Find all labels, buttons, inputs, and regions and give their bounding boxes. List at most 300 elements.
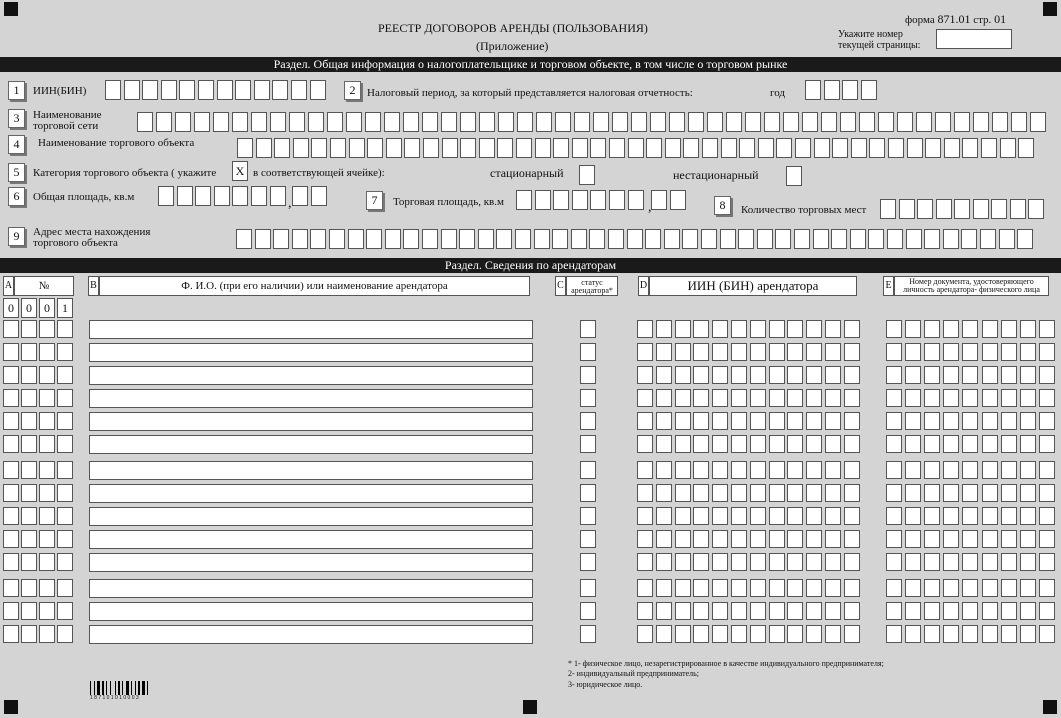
year-cell-3[interactable]: [842, 80, 858, 100]
tenant-doc-cell[interactable]: [886, 579, 902, 597]
row-number-cell[interactable]: [21, 343, 37, 361]
tenant-status-cell[interactable]: [580, 507, 596, 525]
tenant-iin-cell[interactable]: [825, 320, 841, 338]
tenant-name-field[interactable]: [89, 389, 533, 408]
tenant-iin-cell[interactable]: [712, 625, 728, 643]
tenant-iin-cell[interactable]: [656, 507, 672, 525]
tenant-doc-cell[interactable]: [962, 625, 978, 643]
tenant-iin-cell[interactable]: [675, 461, 691, 479]
tenant-doc-cell[interactable]: [1001, 366, 1017, 384]
object-cell-27[interactable]: [721, 138, 737, 158]
tenant-doc-cell[interactable]: [886, 507, 902, 525]
network-cell-12[interactable]: [346, 112, 362, 132]
tenant-doc-cell[interactable]: [962, 412, 978, 430]
address-cell-38[interactable]: [924, 229, 940, 249]
network-cell-7[interactable]: [251, 112, 267, 132]
object-cell-19[interactable]: [572, 138, 588, 158]
tenant-iin-cell[interactable]: [844, 389, 860, 407]
tenant-doc-cell[interactable]: [886, 389, 902, 407]
tenant-doc-cell[interactable]: [1001, 343, 1017, 361]
row-number-cell[interactable]: [21, 484, 37, 502]
tenant-iin-cell[interactable]: [750, 625, 766, 643]
address-cell-4[interactable]: [292, 229, 308, 249]
tenant-doc-cell[interactable]: [886, 602, 902, 620]
tenant-doc-cell[interactable]: [905, 389, 921, 407]
tenant-doc-cell[interactable]: [1039, 320, 1055, 338]
tenant-iin-cell[interactable]: [750, 435, 766, 453]
tenant-doc-cell[interactable]: [1001, 461, 1017, 479]
tenant-iin-cell[interactable]: [844, 484, 860, 502]
tenant-iin-cell[interactable]: [693, 625, 709, 643]
tenant-doc-cell[interactable]: [905, 553, 921, 571]
iin-cell-9[interactable]: [254, 80, 270, 100]
address-cell-10[interactable]: [403, 229, 419, 249]
network-cell-43[interactable]: [935, 112, 951, 132]
tenant-iin-cell[interactable]: [750, 389, 766, 407]
address-cell-34[interactable]: [850, 229, 866, 249]
network-cell-30[interactable]: [688, 112, 704, 132]
row-number-cell[interactable]: [39, 625, 55, 643]
row-number-cell[interactable]: [3, 602, 19, 620]
tenant-name-field[interactable]: [89, 579, 533, 598]
network-cell-35[interactable]: [783, 112, 799, 132]
tenant-iin-cell[interactable]: [787, 366, 803, 384]
address-cell-29[interactable]: [757, 229, 773, 249]
tenant-iin-cell[interactable]: [769, 343, 785, 361]
tenant-doc-cell[interactable]: [1039, 579, 1055, 597]
network-cell-41[interactable]: [897, 112, 913, 132]
address-cell-32[interactable]: [813, 229, 829, 249]
places-cell-8[interactable]: [1010, 199, 1026, 219]
tenant-iin-cell[interactable]: [750, 507, 766, 525]
row-number-cell[interactable]: [57, 507, 73, 525]
tenant-iin-cell[interactable]: [675, 412, 691, 430]
network-cell-19[interactable]: [479, 112, 495, 132]
total-area-cell-1[interactable]: [158, 186, 174, 206]
address-cell-8[interactable]: [366, 229, 382, 249]
tenant-status-cell[interactable]: [580, 530, 596, 548]
object-cell-37[interactable]: [907, 138, 923, 158]
total-area-cell-4[interactable]: [214, 186, 230, 206]
tenant-doc-cell[interactable]: [962, 602, 978, 620]
row-number-cell[interactable]: [39, 320, 55, 338]
tenant-iin-cell[interactable]: [806, 579, 822, 597]
tenant-iin-cell[interactable]: [769, 507, 785, 525]
network-cell-31[interactable]: [707, 112, 723, 132]
tenant-iin-cell[interactable]: [712, 484, 728, 502]
row-number-cell[interactable]: [39, 507, 55, 525]
tenant-name-field[interactable]: [89, 602, 533, 621]
tenant-doc-cell[interactable]: [1039, 461, 1055, 479]
tenant-iin-cell[interactable]: [750, 484, 766, 502]
tenant-iin-cell[interactable]: [656, 484, 672, 502]
tenant-doc-cell[interactable]: [886, 530, 902, 548]
address-cell-13[interactable]: [459, 229, 475, 249]
tenant-iin-cell[interactable]: [769, 553, 785, 571]
tenant-iin-cell[interactable]: [769, 366, 785, 384]
tenant-doc-cell[interactable]: [1020, 507, 1036, 525]
tenant-iin-cell[interactable]: [731, 343, 747, 361]
tenant-doc-cell[interactable]: [943, 602, 959, 620]
iin-cell-4[interactable]: [161, 80, 177, 100]
tenant-doc-cell[interactable]: [962, 461, 978, 479]
tenant-iin-cell[interactable]: [787, 389, 803, 407]
address-cell-37[interactable]: [906, 229, 922, 249]
tenant-name-field[interactable]: [89, 320, 533, 339]
tenant-name-field[interactable]: [89, 553, 533, 572]
tenant-doc-cell[interactable]: [1020, 461, 1036, 479]
tenant-doc-cell[interactable]: [943, 625, 959, 643]
tenant-doc-cell[interactable]: [943, 553, 959, 571]
network-cell-15[interactable]: [403, 112, 419, 132]
tenant-iin-cell[interactable]: [731, 553, 747, 571]
tenant-iin-cell[interactable]: [769, 625, 785, 643]
trade-area-dec-cell-2[interactable]: [670, 190, 686, 210]
address-cell-43[interactable]: [1017, 229, 1033, 249]
row-number-cell[interactable]: [39, 435, 55, 453]
row-number-cell[interactable]: [39, 553, 55, 571]
tenant-iin-cell[interactable]: [806, 320, 822, 338]
tenant-doc-cell[interactable]: [905, 507, 921, 525]
network-cell-20[interactable]: [498, 112, 514, 132]
tenant-doc-cell[interactable]: [982, 530, 998, 548]
tenant-iin-cell[interactable]: [769, 389, 785, 407]
places-cell-6[interactable]: [973, 199, 989, 219]
tenant-iin-cell[interactable]: [656, 320, 672, 338]
tenant-iin-cell[interactable]: [675, 435, 691, 453]
row-number-cell[interactable]: [39, 366, 55, 384]
tenant-doc-cell[interactable]: [1039, 530, 1055, 548]
tenant-iin-cell[interactable]: [712, 320, 728, 338]
tenant-iin-cell[interactable]: [731, 530, 747, 548]
tenant-doc-cell[interactable]: [1039, 389, 1055, 407]
tenant-iin-cell[interactable]: [787, 461, 803, 479]
tenant-doc-cell[interactable]: [962, 435, 978, 453]
tenant-doc-cell[interactable]: [1001, 435, 1017, 453]
tenant-iin-cell[interactable]: [637, 461, 653, 479]
tenant-iin-cell[interactable]: [731, 389, 747, 407]
tenant-iin-cell[interactable]: [675, 579, 691, 597]
tenant-iin-cell[interactable]: [787, 412, 803, 430]
year-cell-2[interactable]: [824, 80, 840, 100]
network-cell-38[interactable]: [840, 112, 856, 132]
network-cell-33[interactable]: [745, 112, 761, 132]
tenant-iin-cell[interactable]: [825, 461, 841, 479]
address-cell-25[interactable]: [682, 229, 698, 249]
tenant-iin-cell[interactable]: [844, 366, 860, 384]
tenant-iin-cell[interactable]: [750, 461, 766, 479]
tenant-doc-cell[interactable]: [1039, 366, 1055, 384]
object-cell-8[interactable]: [367, 138, 383, 158]
tenant-iin-cell[interactable]: [712, 389, 728, 407]
object-cell-30[interactable]: [776, 138, 792, 158]
tenant-doc-cell[interactable]: [1020, 484, 1036, 502]
tenant-iin-cell[interactable]: [806, 507, 822, 525]
tenant-iin-cell[interactable]: [731, 484, 747, 502]
tenant-iin-cell[interactable]: [844, 625, 860, 643]
tenant-iin-cell[interactable]: [787, 602, 803, 620]
tenant-doc-cell[interactable]: [1020, 625, 1036, 643]
tenant-iin-cell[interactable]: [693, 602, 709, 620]
tenant-doc-cell[interactable]: [924, 412, 940, 430]
tenant-doc-cell[interactable]: [886, 553, 902, 571]
row-number-cell[interactable]: [57, 625, 73, 643]
trade-area-cell-3[interactable]: [553, 190, 569, 210]
tenant-doc-cell[interactable]: [924, 553, 940, 571]
address-cell-7[interactable]: [348, 229, 364, 249]
places-cell-7[interactable]: [991, 199, 1007, 219]
address-cell-14[interactable]: [478, 229, 494, 249]
tenant-iin-cell[interactable]: [806, 625, 822, 643]
tenant-doc-cell[interactable]: [924, 320, 940, 338]
tenant-iin-cell[interactable]: [712, 435, 728, 453]
tenant-iin-cell[interactable]: [675, 625, 691, 643]
tenant-doc-cell[interactable]: [943, 461, 959, 479]
current-page-input[interactable]: [936, 29, 1012, 49]
address-cell-11[interactable]: [422, 229, 438, 249]
tenant-iin-cell[interactable]: [825, 507, 841, 525]
network-cell-42[interactable]: [916, 112, 932, 132]
address-cell-40[interactable]: [961, 229, 977, 249]
trade-area-cell-1[interactable]: [516, 190, 532, 210]
object-cell-4[interactable]: [293, 138, 309, 158]
tenant-iin-cell[interactable]: [787, 553, 803, 571]
object-cell-41[interactable]: [981, 138, 997, 158]
row-number-cell[interactable]: [21, 435, 37, 453]
trade-area-cell-5[interactable]: [590, 190, 606, 210]
object-cell-34[interactable]: [851, 138, 867, 158]
tenant-iin-cell[interactable]: [806, 412, 822, 430]
tenant-iin-cell[interactable]: [637, 579, 653, 597]
row-number-cell[interactable]: [3, 366, 19, 384]
row-number-cell[interactable]: [21, 579, 37, 597]
tenant-doc-cell[interactable]: [886, 435, 902, 453]
tenant-iin-cell[interactable]: [750, 412, 766, 430]
object-cell-39[interactable]: [944, 138, 960, 158]
iin-cell-1[interactable]: [105, 80, 121, 100]
tenant-doc-cell[interactable]: [1020, 579, 1036, 597]
tenant-iin-cell[interactable]: [769, 602, 785, 620]
non-stationary-checkbox[interactable]: [786, 166, 802, 186]
network-cell-16[interactable]: [422, 112, 438, 132]
tenant-iin-cell[interactable]: [675, 553, 691, 571]
tenant-iin-cell[interactable]: [844, 602, 860, 620]
object-cell-26[interactable]: [702, 138, 718, 158]
address-cell-24[interactable]: [664, 229, 680, 249]
tenant-doc-cell[interactable]: [886, 412, 902, 430]
tenant-doc-cell[interactable]: [924, 484, 940, 502]
address-cell-33[interactable]: [831, 229, 847, 249]
network-cell-14[interactable]: [384, 112, 400, 132]
tenant-doc-cell[interactable]: [962, 553, 978, 571]
object-cell-24[interactable]: [665, 138, 681, 158]
object-cell-31[interactable]: [795, 138, 811, 158]
iin-cell-7[interactable]: [217, 80, 233, 100]
network-cell-9[interactable]: [289, 112, 305, 132]
tenant-doc-cell[interactable]: [924, 435, 940, 453]
tenant-iin-cell[interactable]: [637, 320, 653, 338]
tenant-doc-cell[interactable]: [1039, 435, 1055, 453]
network-cell-22[interactable]: [536, 112, 552, 132]
tenant-doc-cell[interactable]: [982, 320, 998, 338]
tenant-status-cell[interactable]: [580, 320, 596, 338]
places-cell-9[interactable]: [1028, 199, 1044, 219]
tenant-doc-cell[interactable]: [1020, 343, 1036, 361]
tenant-iin-cell[interactable]: [731, 579, 747, 597]
total-area-dec-cell-1[interactable]: [292, 186, 308, 206]
tenant-iin-cell[interactable]: [693, 461, 709, 479]
row-number-cell[interactable]: [3, 412, 19, 430]
tenant-doc-cell[interactable]: [982, 343, 998, 361]
tenant-iin-cell[interactable]: [637, 507, 653, 525]
tenant-name-field[interactable]: [89, 461, 533, 480]
tenant-iin-cell[interactable]: [787, 343, 803, 361]
places-cell-4[interactable]: [936, 199, 952, 219]
tenant-iin-cell[interactable]: [806, 389, 822, 407]
tenant-doc-cell[interactable]: [982, 507, 998, 525]
object-cell-13[interactable]: [460, 138, 476, 158]
tenant-iin-cell[interactable]: [693, 389, 709, 407]
tenant-iin-cell[interactable]: [787, 320, 803, 338]
tenant-iin-cell[interactable]: [693, 507, 709, 525]
object-cell-21[interactable]: [609, 138, 625, 158]
tenant-status-cell[interactable]: [580, 461, 596, 479]
tenant-iin-cell[interactable]: [806, 461, 822, 479]
tenant-status-cell[interactable]: [580, 625, 596, 643]
tenant-doc-cell[interactable]: [1001, 507, 1017, 525]
tenant-doc-cell[interactable]: [886, 461, 902, 479]
tenant-iin-cell[interactable]: [637, 435, 653, 453]
object-cell-6[interactable]: [330, 138, 346, 158]
tenant-doc-cell[interactable]: [1001, 553, 1017, 571]
tenant-iin-cell[interactable]: [637, 412, 653, 430]
object-cell-14[interactable]: [479, 138, 495, 158]
tenant-doc-cell[interactable]: [1020, 435, 1036, 453]
iin-cell-8[interactable]: [235, 80, 251, 100]
object-cell-16[interactable]: [516, 138, 532, 158]
tenant-status-cell[interactable]: [580, 389, 596, 407]
row-number-cell[interactable]: [57, 343, 73, 361]
tenant-doc-cell[interactable]: [1001, 320, 1017, 338]
row-number-cell[interactable]: [3, 484, 19, 502]
tenant-iin-cell[interactable]: [825, 412, 841, 430]
row-number-cell[interactable]: [21, 389, 37, 407]
tenant-doc-cell[interactable]: [905, 435, 921, 453]
places-cell-2[interactable]: [899, 199, 915, 219]
stationary-checkbox[interactable]: [579, 165, 595, 185]
tenant-iin-cell[interactable]: [787, 435, 803, 453]
tenant-status-cell[interactable]: [580, 435, 596, 453]
tenant-name-field[interactable]: [89, 530, 533, 549]
row-number-cell[interactable]: [3, 435, 19, 453]
row-number-cell[interactable]: [21, 602, 37, 620]
tenant-status-cell[interactable]: [580, 553, 596, 571]
tenant-iin-cell[interactable]: [712, 343, 728, 361]
network-cell-40[interactable]: [878, 112, 894, 132]
row-number-cell[interactable]: [21, 320, 37, 338]
tenant-iin-cell[interactable]: [750, 579, 766, 597]
tenant-doc-cell[interactable]: [886, 320, 902, 338]
tenant-doc-cell[interactable]: [943, 366, 959, 384]
network-cell-2[interactable]: [156, 112, 172, 132]
tenant-iin-cell[interactable]: [693, 484, 709, 502]
tenant-doc-cell[interactable]: [982, 579, 998, 597]
row-number-cell[interactable]: [39, 343, 55, 361]
total-area-cell-2[interactable]: [177, 186, 193, 206]
tenant-doc-cell[interactable]: [886, 484, 902, 502]
row-number-cell[interactable]: [3, 389, 19, 407]
tenant-doc-cell[interactable]: [943, 484, 959, 502]
tenant-iin-cell[interactable]: [712, 553, 728, 571]
tenant-doc-cell[interactable]: [1020, 530, 1036, 548]
network-cell-4[interactable]: [194, 112, 210, 132]
tenant-doc-cell[interactable]: [943, 530, 959, 548]
row-number-cell[interactable]: [57, 602, 73, 620]
tenant-iin-cell[interactable]: [750, 553, 766, 571]
row-number-cell[interactable]: [3, 625, 19, 643]
tenant-iin-cell[interactable]: [844, 435, 860, 453]
tenant-doc-cell[interactable]: [905, 366, 921, 384]
tenant-doc-cell[interactable]: [962, 507, 978, 525]
trade-area-cell-4[interactable]: [572, 190, 588, 210]
address-cell-18[interactable]: [552, 229, 568, 249]
tenant-iin-cell[interactable]: [693, 553, 709, 571]
tenant-doc-cell[interactable]: [905, 343, 921, 361]
address-cell-27[interactable]: [720, 229, 736, 249]
tenant-doc-cell[interactable]: [1020, 602, 1036, 620]
tenant-iin-cell[interactable]: [750, 320, 766, 338]
trade-area-cell-2[interactable]: [535, 190, 551, 210]
tenant-iin-cell[interactable]: [844, 320, 860, 338]
tenant-doc-cell[interactable]: [905, 461, 921, 479]
tenant-doc-cell[interactable]: [1001, 602, 1017, 620]
tenant-doc-cell[interactable]: [982, 461, 998, 479]
tenant-iin-cell[interactable]: [693, 579, 709, 597]
tenant-iin-cell[interactable]: [769, 530, 785, 548]
network-cell-25[interactable]: [593, 112, 609, 132]
tenant-iin-cell[interactable]: [806, 530, 822, 548]
address-cell-2[interactable]: [255, 229, 271, 249]
network-cell-28[interactable]: [650, 112, 666, 132]
network-cell-3[interactable]: [175, 112, 191, 132]
tenant-doc-cell[interactable]: [943, 389, 959, 407]
tenant-iin-cell[interactable]: [712, 530, 728, 548]
tenant-doc-cell[interactable]: [886, 343, 902, 361]
network-cell-24[interactable]: [574, 112, 590, 132]
row-number-cell[interactable]: [39, 530, 55, 548]
tenant-doc-cell[interactable]: [962, 320, 978, 338]
tenant-iin-cell[interactable]: [712, 412, 728, 430]
tenant-doc-cell[interactable]: [962, 343, 978, 361]
tenant-doc-cell[interactable]: [962, 389, 978, 407]
iin-cell-2[interactable]: [124, 80, 140, 100]
tenant-iin-cell[interactable]: [769, 412, 785, 430]
tenant-iin-cell[interactable]: [675, 507, 691, 525]
address-cell-20[interactable]: [589, 229, 605, 249]
tenant-doc-cell[interactable]: [924, 343, 940, 361]
tenant-iin-cell[interactable]: [806, 484, 822, 502]
tenant-iin-cell[interactable]: [769, 579, 785, 597]
tenant-iin-cell[interactable]: [637, 553, 653, 571]
tenant-doc-cell[interactable]: [1001, 579, 1017, 597]
total-area-cell-3[interactable]: [195, 186, 211, 206]
address-cell-6[interactable]: [329, 229, 345, 249]
tenant-status-cell[interactable]: [580, 579, 596, 597]
trade-area-cell-6[interactable]: [609, 190, 625, 210]
tenant-doc-cell[interactable]: [962, 579, 978, 597]
tenant-iin-cell[interactable]: [825, 484, 841, 502]
tenant-doc-cell[interactable]: [1039, 553, 1055, 571]
